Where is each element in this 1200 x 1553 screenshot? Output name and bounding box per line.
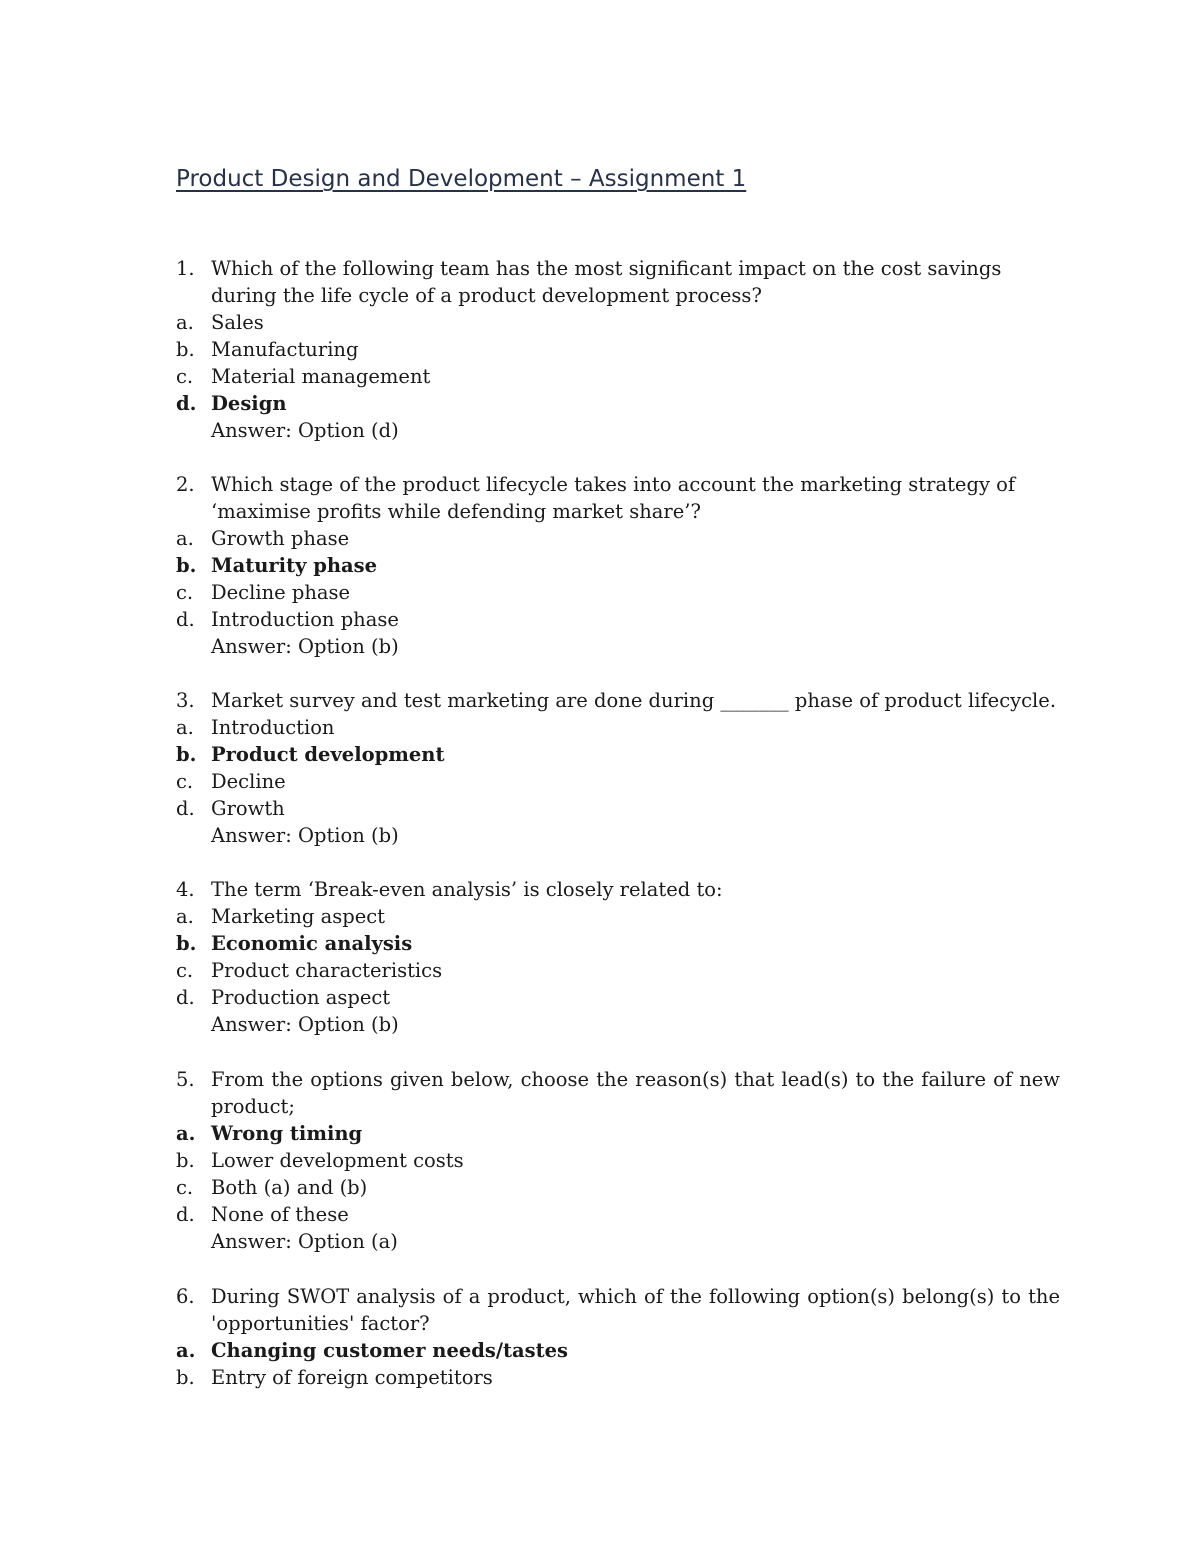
- question-1: [176, 255, 1060, 444]
- option-d: [176, 984, 1060, 1011]
- question-6: [176, 1283, 1060, 1391]
- question-text: The term ‘Break-even analysis’ is closely related to:: [211, 878, 723, 901]
- option-marker: d.: [176, 608, 195, 631]
- question-number: 2.: [176, 473, 195, 496]
- option-marker: c.: [176, 1176, 194, 1199]
- option-d: [176, 1201, 1060, 1228]
- question-stem: [176, 1283, 1060, 1337]
- option-c: [176, 1174, 1060, 1201]
- option-marker: d.: [176, 392, 197, 415]
- question-5: [176, 1066, 1060, 1255]
- option-d-correct: [176, 390, 1060, 417]
- option-c: [176, 579, 1060, 606]
- option-marker: a.: [176, 716, 194, 739]
- option-text: Growth phase: [211, 527, 350, 550]
- option-text: Product characteristics: [211, 959, 443, 982]
- option-d: [176, 795, 1060, 822]
- option-marker: d.: [176, 986, 195, 1009]
- question-stem: [176, 687, 1060, 714]
- option-a-correct: [176, 1120, 1060, 1147]
- option-b-correct: [176, 552, 1060, 579]
- option-marker: c.: [176, 581, 194, 604]
- question-number: 3.: [176, 689, 195, 712]
- question-4: [176, 876, 1060, 1038]
- question-number: 5.: [176, 1068, 195, 1091]
- question-text: Market survey and test marketing are done during _______ phase of product lifecycle.: [211, 689, 1057, 712]
- option-marker: b.: [176, 1366, 195, 1389]
- option-marker: a.: [176, 1339, 196, 1362]
- question-text: Which of the following team has the most significant impact on the cost savings during the life cycle of a product development process?: [211, 257, 1002, 307]
- option-text: Manufacturing: [211, 338, 359, 361]
- option-text: Both (a) and (b): [211, 1176, 368, 1199]
- option-text: Product development: [211, 743, 445, 766]
- answer-text: Answer: Option (a): [211, 1230, 398, 1253]
- option-marker: a.: [176, 905, 194, 928]
- option-text: Changing customer needs/tastes: [211, 1339, 569, 1362]
- option-a: [176, 309, 1060, 336]
- question-text: Which stage of the product lifecycle takes into account the marketing strategy of ‘maximise profits while defending market share’?: [211, 473, 1016, 523]
- question-number: 1.: [176, 257, 195, 280]
- option-text: Maturity phase: [211, 554, 378, 577]
- question-stem: [176, 471, 1060, 525]
- option-marker: b.: [176, 932, 197, 955]
- option-marker: d.: [176, 1203, 195, 1226]
- question-stem: [176, 1066, 1060, 1120]
- option-text: Wrong timing: [211, 1122, 363, 1145]
- option-b: [176, 1364, 1060, 1391]
- option-text: None of these: [211, 1203, 349, 1226]
- question-number: 6.: [176, 1285, 195, 1308]
- answer-line: [176, 417, 1060, 444]
- question-stem: [176, 255, 1060, 309]
- option-c: [176, 957, 1060, 984]
- option-marker: a.: [176, 1122, 196, 1145]
- question-text: From the options given below, choose the reason(s) that lead(s) to the failure of new product;: [211, 1068, 1060, 1118]
- question-3: [176, 687, 1060, 849]
- option-text: Material management: [211, 365, 431, 388]
- answer-text: Answer: Option (d): [211, 419, 399, 442]
- option-text: Sales: [211, 311, 264, 334]
- option-text: Economic analysis: [211, 932, 413, 955]
- answer-line: [176, 822, 1060, 849]
- option-a: [176, 903, 1060, 930]
- option-a-correct: [176, 1337, 1060, 1364]
- answer-text: Answer: Option (b): [211, 1013, 399, 1036]
- option-text: Entry of foreign competitors: [211, 1366, 493, 1389]
- option-marker: d.: [176, 797, 195, 820]
- option-marker: a.: [176, 311, 194, 334]
- option-text: Production aspect: [211, 986, 391, 1009]
- option-text: Design: [211, 392, 287, 415]
- option-marker: c.: [176, 365, 194, 388]
- answer-line: [176, 1228, 1060, 1255]
- answer-line: [176, 633, 1060, 660]
- option-text: Growth: [211, 797, 285, 820]
- option-d: [176, 606, 1060, 633]
- option-text: Introduction: [211, 716, 335, 739]
- option-b: [176, 1147, 1060, 1174]
- option-b-correct: [176, 741, 1060, 768]
- answer-text: Answer: Option (b): [211, 824, 399, 847]
- option-marker: b.: [176, 338, 195, 361]
- option-a: [176, 714, 1060, 741]
- document-title: Product Design and Development – Assignment 1: [176, 166, 747, 192]
- answer-text: Answer: Option (b): [211, 635, 399, 658]
- option-marker: c.: [176, 770, 194, 793]
- option-marker: c.: [176, 959, 194, 982]
- question-2: [176, 471, 1060, 660]
- question-text: During SWOT analysis of a product, which of the following option(s) belong(s) to the 'opportunities' factor?: [211, 1285, 1060, 1335]
- option-text: Decline phase: [211, 581, 351, 604]
- option-text: Introduction phase: [211, 608, 399, 631]
- option-b: [176, 336, 1060, 363]
- option-marker: b.: [176, 743, 197, 766]
- answer-line: [176, 1011, 1060, 1038]
- option-b-correct: [176, 930, 1060, 957]
- option-a: [176, 525, 1060, 552]
- option-c: [176, 768, 1060, 795]
- option-c: [176, 363, 1060, 390]
- option-text: Decline: [211, 770, 286, 793]
- question-number: 4.: [176, 878, 195, 901]
- option-text: Lower development costs: [211, 1149, 464, 1172]
- option-marker: a.: [176, 527, 194, 550]
- option-marker: b.: [176, 1149, 195, 1172]
- option-text: Marketing aspect: [211, 905, 385, 928]
- question-stem: [176, 876, 1060, 903]
- option-marker: b.: [176, 554, 197, 577]
